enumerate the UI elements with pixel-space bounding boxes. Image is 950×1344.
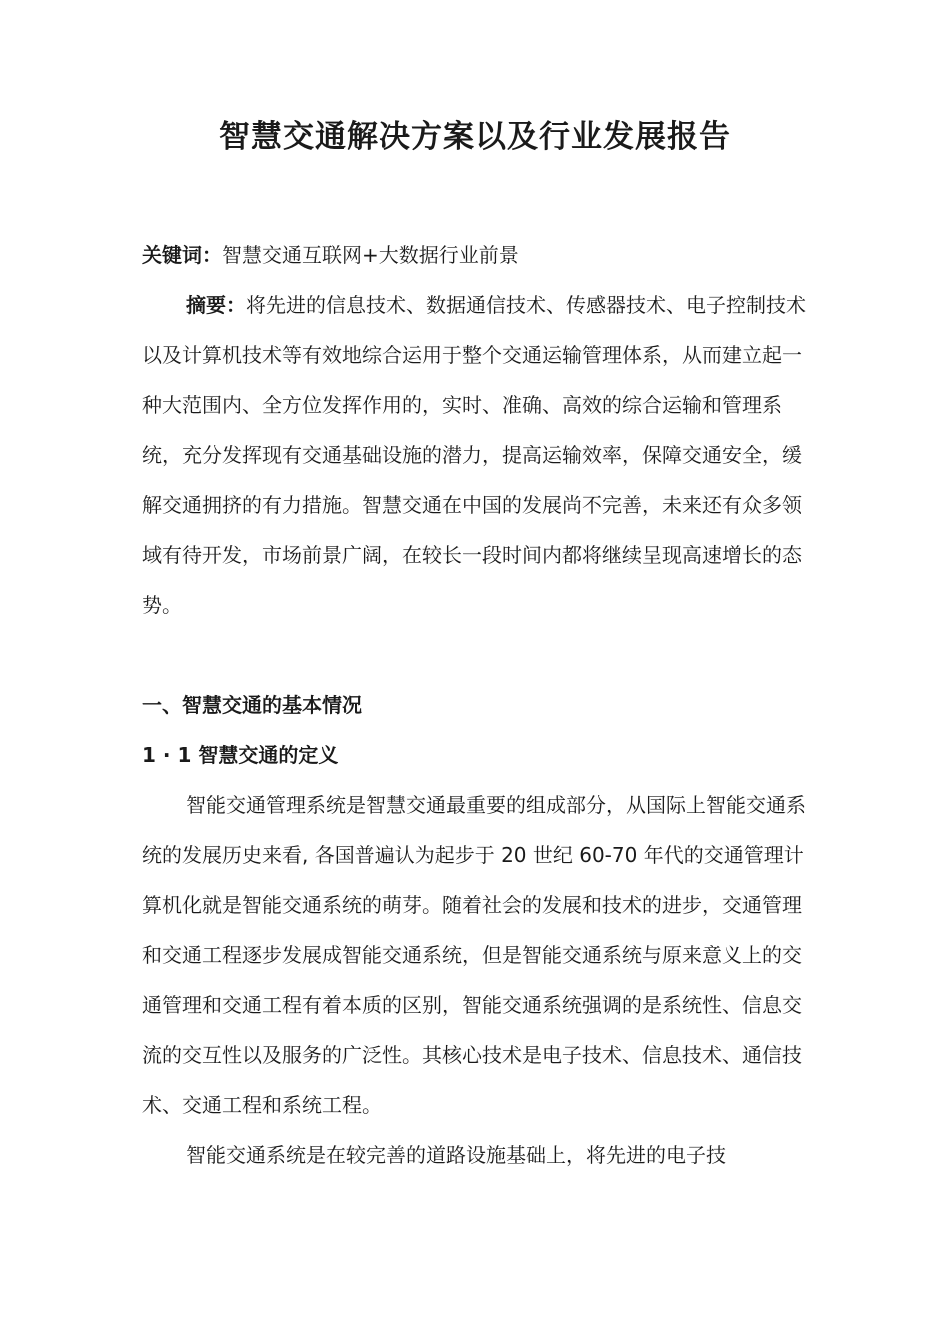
abstract-text: 将先进的信息技术、数据通信技术、传感器技术、电子控制技术以及计算机技术等有效地综合运用于整个交通运输管理体系，从而建立起一种大范围内、全方位发挥作用的，实时、准确、高效的综合运输和管理系统，充分发挥现有交通基础设施的潜力，提高运输效率，保障交通安全，缓解交通拥挤的有力措施。智慧交通在中国的发展尚不完善，未来还有众多领域有待开发，市场前景广阔，在较长一段时间内都将继续呈现高速增长的态势。 bbox=[142, 293, 806, 617]
keywords-line bbox=[142, 230, 814, 280]
document-title: 智慧交通解决方案以及行业发展报告 bbox=[219, 119, 731, 155]
section-heading: 一、智慧交通的基本情况 bbox=[142, 693, 362, 717]
keywords-text: 智慧交通互联网+大数据行业前景 bbox=[222, 243, 519, 267]
document-body bbox=[142, 230, 814, 1180]
section-spacer bbox=[142, 630, 814, 680]
abstract-paragraph bbox=[142, 280, 814, 630]
subsection-heading: 1 · 1 智慧交通的定义 bbox=[142, 743, 339, 767]
body-paragraph: 智能交通管理系统是智慧交通最重要的组成部分，从国际上智能交通系统的发展历史来看, 各国普遍认为起步于 20 世纪 60-70 年代的交通管理计算机化就是智能交通系统的萌芽。随着社会的发展和技术的进步，交通管理和交通工程逐步发展成智能交通系统，但是智能交通系统与原来意义上的交通管理和交通工程有着本质的区别，智能交通系统强调的是系统性、信息交流的交互性以及服务的广泛性。其核心技术是电子技术、信息技术、通信技术、交通工程和系统工程。 bbox=[142, 793, 806, 1117]
body-paragraph: 智能交通系统是在较完善的道路设施基础上，将先进的电子技 bbox=[186, 1143, 726, 1167]
abstract-label: 摘要： bbox=[186, 293, 246, 317]
keywords-label: 关键词： bbox=[142, 243, 222, 267]
